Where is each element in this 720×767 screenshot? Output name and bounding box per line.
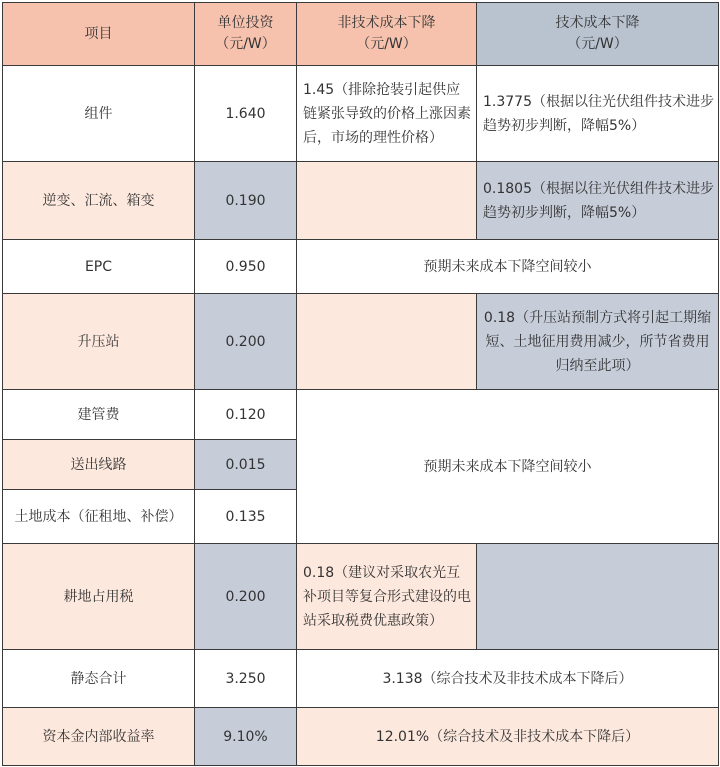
row-module-tech: 1.3775（根据以往光伏组件技术进步趋势初步判断，降幅5%） [477,66,719,162]
header-item: 项目 [3,3,195,66]
table-row [3,294,719,390]
row-tax-name: 耕地占用税 [3,544,195,650]
header-tech [477,3,719,66]
row-irr-invest: 9.10% [195,708,297,766]
row-land-name: 土地成本（征租地、补偿） [3,490,195,544]
row-mgmt-name: 建管费 [3,390,195,440]
row-static-total-result: 3.138（综合技术及非技术成本下降后） [297,650,719,708]
table-row [3,390,719,440]
header-unit-invest-label: 单位投资 [217,15,274,31]
header-nontech-unit: （元/W） [356,36,417,52]
header-nontech [297,3,477,66]
row-tax-nontech: 0.18（建议对采取农光互补项目等复合形式建设的电站采取税费优惠政策） [297,544,477,650]
header-unit-invest [195,3,297,66]
row-land-invest: 0.135 [195,490,297,544]
row-inverter-nontech-empty [297,162,477,240]
table-row [3,240,719,294]
row-module-nontech: 1.45（排除抢装引起供应链紧张导致的价格上涨因素后，市场的理性价格） [297,66,477,162]
row-group-note: 预期未来成本下降空间较小 [297,390,719,544]
table-row [3,544,719,650]
row-irr-name: 资本金内部收益率 [3,708,195,766]
row-line-name: 送出线路 [3,440,195,490]
row-module-invest: 1.640 [195,66,297,162]
row-static-total-invest: 3.250 [195,650,297,708]
row-tax-invest: 0.200 [195,544,297,650]
row-inverter-name: 逆变、汇流、箱变 [3,162,195,240]
row-epc-note: 预期未来成本下降空间较小 [297,240,719,294]
row-module-name: 组件 [3,66,195,162]
row-static-total-name: 静态合计 [3,650,195,708]
row-epc-invest: 0.950 [195,240,297,294]
row-inverter-tech: 0.1805（根据以往光伏组件技术进步趋势初步判断，降幅5%） [477,162,719,240]
table-row [3,708,719,766]
row-inverter-invest: 0.190 [195,162,297,240]
table-row [3,66,719,162]
row-substation-nontech-empty [297,294,477,390]
row-line-invest: 0.015 [195,440,297,490]
header-unit-invest-unit: （元/W） [215,36,276,52]
row-substation-invest: 0.200 [195,294,297,390]
row-substation-tech: 0.18（升压站预制方式将引起工期缩短、土地征用费用减少，所节省费用归纳至此项） [477,294,719,390]
header-tech-unit: （元/W） [567,36,628,52]
table-row [3,650,719,708]
cost-table [2,2,719,766]
header-tech-label: 技术成本下降 [555,15,640,31]
row-mgmt-invest: 0.120 [195,390,297,440]
row-irr-result: 12.01%（综合技术及非技术成本下降后） [297,708,719,766]
row-substation-name: 升压站 [3,294,195,390]
row-epc-name: EPC [3,240,195,294]
header-nontech-label: 非技术成本下降 [337,15,436,31]
header-row [3,3,719,66]
row-tax-tech-empty [477,544,719,650]
table-row [3,162,719,240]
